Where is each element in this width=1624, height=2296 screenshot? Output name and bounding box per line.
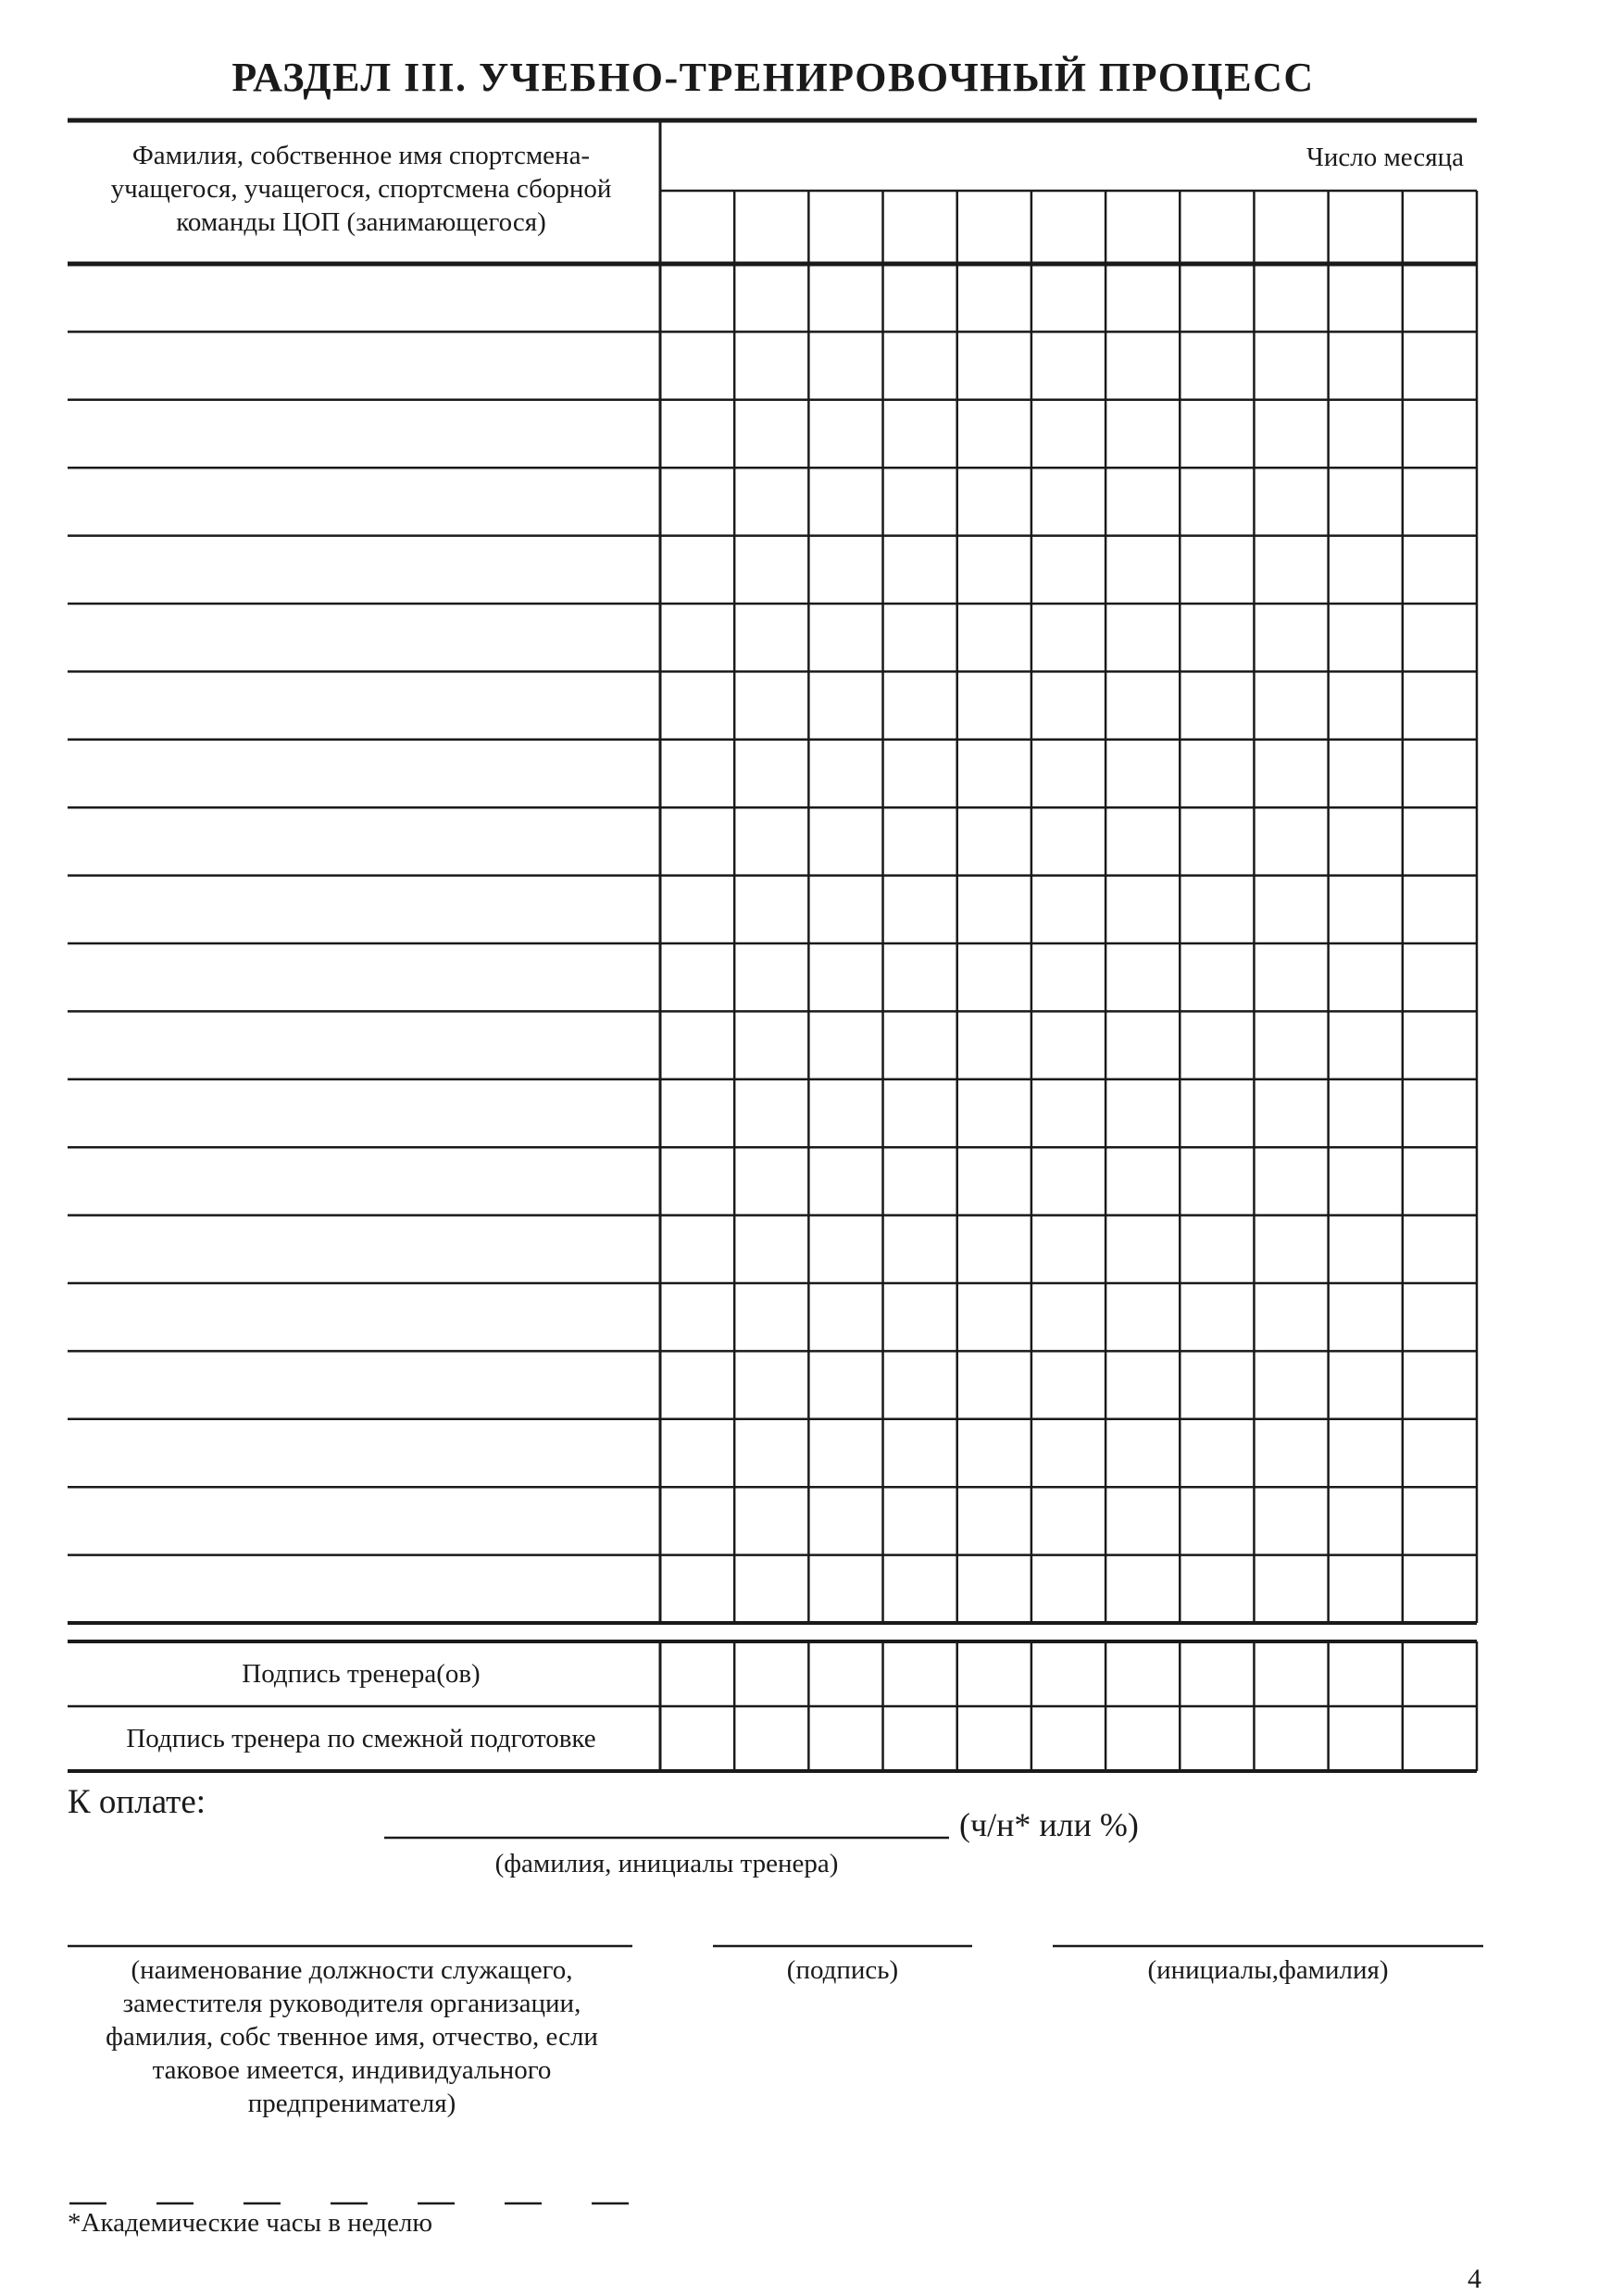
footnote: *Академические часы в неделю bbox=[68, 2208, 433, 2238]
trainer-signature-label: Подпись тренера(ов) bbox=[242, 1659, 481, 1689]
payment-label: К оплате: bbox=[68, 1783, 206, 1821]
days-column-header: Число месяца bbox=[1305, 143, 1464, 172]
trainer-name-caption: (фамилия, инициалы тренера) bbox=[494, 1849, 839, 1878]
initials-caption: (инициалы,фамилия) bbox=[1147, 1955, 1389, 1985]
cross-training-signature-label: Подпись тренера по смежной подготовке bbox=[126, 1724, 596, 1753]
page-title: РАЗДЕЛ III. УЧЕБНО-ТРЕНИРОВОЧНЫЙ ПРОЦЕСС bbox=[231, 55, 1315, 100]
position-caption: (наименование должности служащего, заместителя руководителя организации, фамилия, собс твенное имя, отчество, если таковое имеется, индивидуального предпренимателя) bbox=[106, 1955, 598, 2118]
name-column-header: Фамилия, собственное имя спортсмена-учащегося, учащегося, спортсмена сборной команды ЦОП (занимающегося) bbox=[110, 141, 612, 237]
signature-caption: (подпись) bbox=[786, 1955, 899, 1985]
page-number: 4 bbox=[1468, 2264, 1481, 2294]
payment-unit: (ч/н* или %) bbox=[959, 1806, 1139, 1843]
